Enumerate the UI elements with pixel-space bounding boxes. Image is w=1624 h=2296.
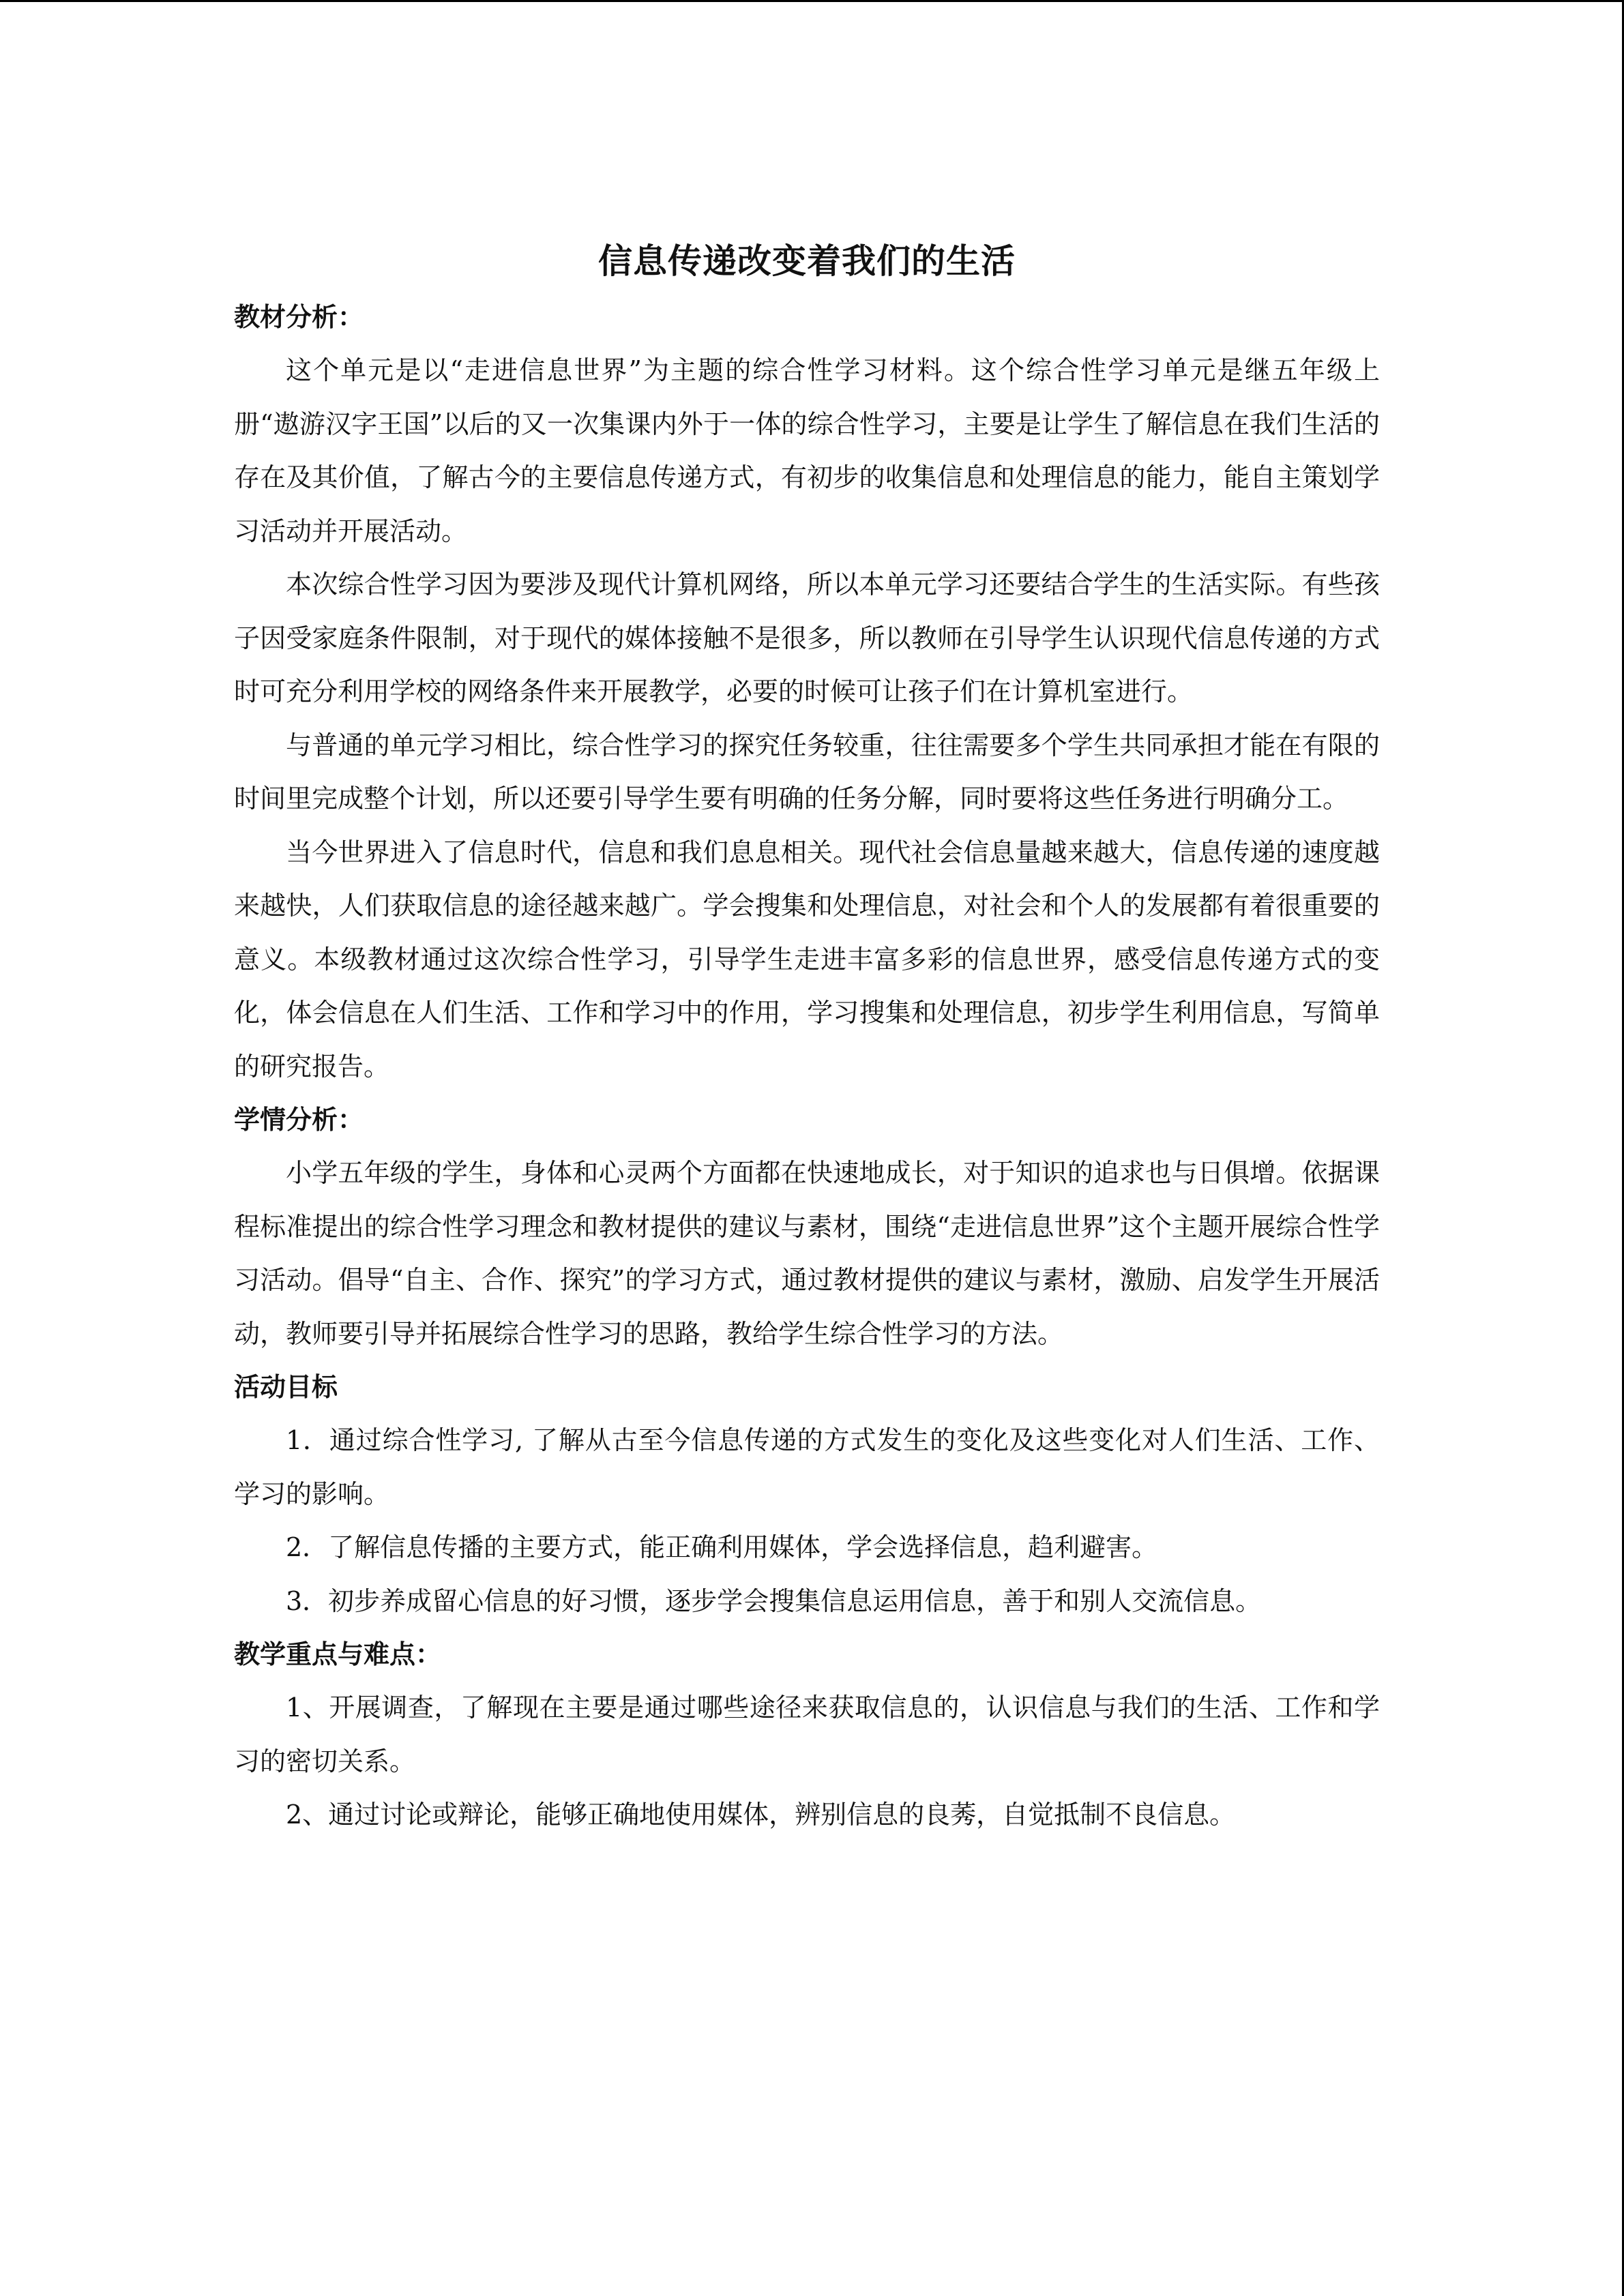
goal-item: 2．了解信息传播的主要方式，能正确利用媒体，学会选择信息，趋利避害。 bbox=[286, 1532, 1158, 1562]
paragraph: 本次综合性学习因为要涉及现代计算机网络，所以本单元学习还要结合学生的生活实际。有些孩子因受家庭条件限制，对于现代的媒体接触不是很多，所以教师在引导学生认识现代信息传递的方式时可充分利用学校的网络条件来开展教学，必要的时候可让孩子们在计算机室进行。 bbox=[234, 569, 1380, 706]
key-point-item: 2、通过讨论或辩论，能够正确地使用媒体，辨别信息的良莠，自觉抵制不良信息。 bbox=[286, 1800, 1236, 1830]
section-student-analysis bbox=[234, 1093, 1380, 1360]
paragraph: 与普通的单元学习相比，综合性学习的探究任务较重，往往需要多个学生共同承担才能在有限的时间里完成整个计划，所以还要引导学生要有明确的任务分解，同时要将这些任务进行明确分工。 bbox=[234, 730, 1380, 814]
section-heading: 教学重点与难点： bbox=[234, 1639, 442, 1669]
document-body bbox=[234, 237, 1380, 1842]
goal-item: 1．通过综合性学习, 了解从古至今信息传递的方式发生的变化及这些变化对人们生活、工作、学习的影响。 bbox=[234, 1425, 1380, 1509]
section-activity-goals bbox=[234, 1360, 1380, 1628]
section-heading: 学情分析： bbox=[234, 1105, 364, 1135]
section-key-points bbox=[234, 1628, 1380, 1842]
goal-item: 3．初步养成留心信息的好习惯，逐步学会搜集信息运用信息，善于和别人交流信息。 bbox=[286, 1585, 1262, 1616]
key-point-item: 1、开展调查，了解现在主要是通过哪些途径来获取信息的，认识信息与我们的生活、工作和学习的密切关系。 bbox=[234, 1693, 1380, 1776]
paragraph: 当今世界进入了信息时代，信息和我们息息相关。现代社会信息量越来越大，信息传递的速度越来越快，人们获取信息的途径越来越广。学会搜集和处理信息，对社会和个人的发展都有着很重要的意义。本级教材通过这次综合性学习，引导学生走进丰富多彩的信息世界，感受信息传递方式的变化，体会信息在人们生活、工作和学习中的作用，学习搜集和处理信息，初步学生利用信息，写简单的研究报告。 bbox=[234, 837, 1380, 1082]
section-heading: 教材分析： bbox=[234, 302, 364, 332]
section-heading: 活动目标 bbox=[234, 1372, 338, 1402]
paragraph: 这个单元是以“走进信息世界”为主题的综合性学习材料。这个综合性学习单元是继五年级上册“遨游汉字王国”以后的又一次集课内外于一体的综合性学习，主要是让学生了解信息在我们生活的存在及其价值，了解古今的主要信息传递方式，有初步的收集信息和处理信息的能力，能自主策划学习活动并开展活动。 bbox=[234, 355, 1380, 546]
paragraph: 小学五年级的学生，身体和心灵两个方面都在快速地成长，对于知识的追求也与日俱增。依据课程标准提出的综合性学习理念和教材提供的建议与素材，围绕“走进信息世界”这个主题开展综合性学习活动。倡导“自主、合作、探究”的学习方式，通过教材提供的建议与素材，激励、启发学生开展活动，教师要引导并拓展综合性学习的思路，教给学生综合性学习的方法。 bbox=[234, 1158, 1380, 1349]
page-title: 信息传递改变着我们的生活 bbox=[598, 241, 1016, 281]
section-textbook-analysis bbox=[234, 290, 1380, 1093]
